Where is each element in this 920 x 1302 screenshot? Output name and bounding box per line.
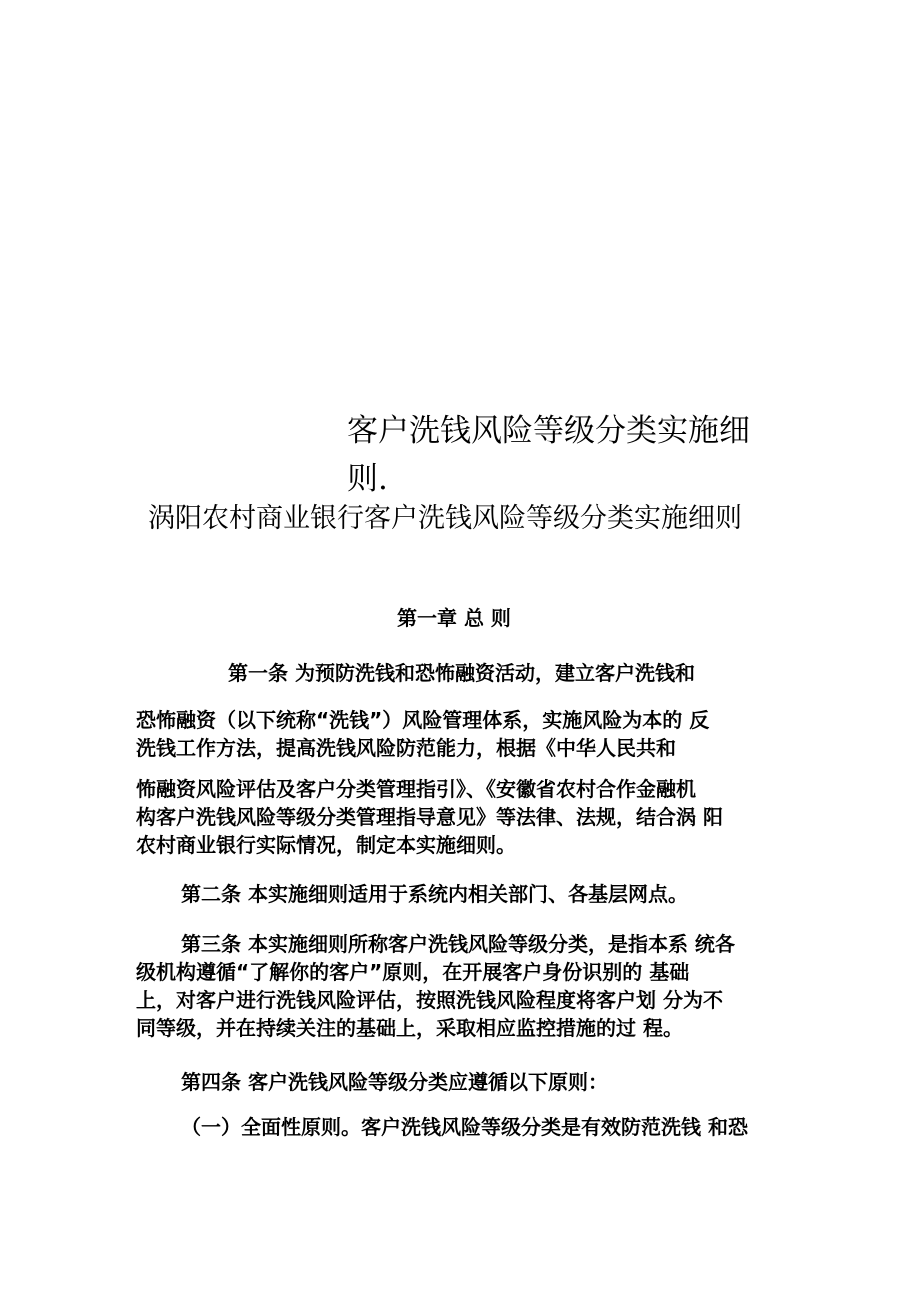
article-3-line-1: 第三条 本实施细则所称客户洗钱风险等级分类，是指本系 统各 (181, 932, 735, 956)
article-2-line-1: 第二条 本实施细则适用于系统内相关部门、各基层网点。 (181, 882, 688, 906)
chapter-heading: 第一章 总 则 (397, 606, 511, 630)
document-title-line-2: 则. (347, 461, 388, 497)
article-3-line-2: 级机构遵循“了解你的客户”原则，在开展客户身份识别的 基础 (136, 960, 690, 984)
article-1-line-4: 怖融资风险评估及客户分类管理指引》、《安徽省农村合作金融机 (136, 777, 696, 801)
article-1-line-2: 恐怖融资（以下统称“洗钱”）风险管理体系，实施风险为本的 反 (136, 708, 710, 732)
article-1-line-3: 洗钱工作方法，提高洗钱风险防范能力，根据《中华人民共和 (136, 736, 676, 760)
article-4-line-1: 第四条 客户洗钱风险等级分类应遵循以下原则： (181, 1070, 608, 1094)
article-4-item-1-line-1: （一）全面性原则。客户洗钱风险等级分类是有效防范洗钱 和恐 (181, 1115, 748, 1139)
article-1-line-6: 农村商业银行实际情况，制定本实施细则。 (136, 833, 516, 857)
document-subtitle: 涡阳农村商业银行客户洗钱风险等级分类实施细则 (148, 503, 742, 534)
article-1-line-5: 构客户洗钱风险等级分类管理指导意见》等法律、法规，结合涡 阳 (136, 805, 723, 829)
article-3-line-4: 同等级，并在持续关注的基础上，采取相应监控措施的过 程。 (136, 1016, 683, 1040)
document-title-line-1: 客户洗钱风险等级分类实施细 (347, 413, 750, 449)
article-3-line-3: 上，对客户进行洗钱风险评估，按照洗钱风险程度将客户划 分为不 (136, 988, 723, 1012)
article-1-line-1: 第一条 为预防洗钱和恐怖融资活动，建立客户洗钱和 (228, 661, 695, 685)
